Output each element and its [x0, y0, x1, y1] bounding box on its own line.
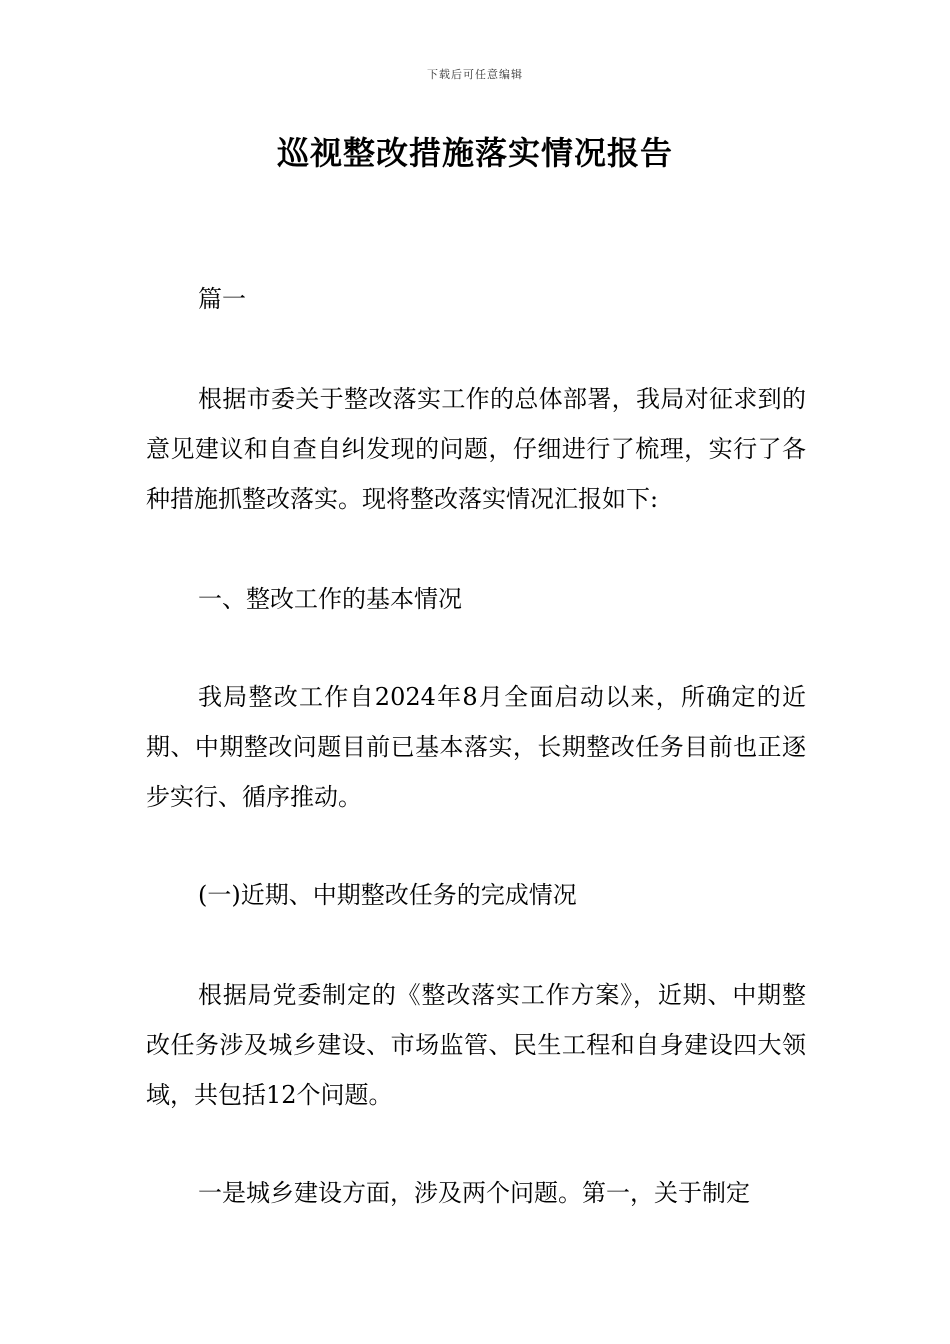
- document-title: 巡视整改措施落实情况报告: [276, 134, 673, 172]
- subheading-near-mid-term: (一)近期、中期整改任务的完成情况: [198, 881, 577, 909]
- heading-basic-situation: 一、整改工作的基本情况: [198, 585, 462, 613]
- paragraph-intro: 根据市委关于整改落实工作的总体部署，我局对征求到的意见建议和自查自纠发现的问题，仔细进行了梳理，实行了各种措施抓整改落实。现将整改落实情况汇报如下:: [146, 385, 806, 513]
- paragraph-progress: 我局整改工作自2024年8月全面启动以来，所确定的近期、中期整改问题目前已基本落实，长期整改任务目前也正逐步实行、循序推动。: [146, 683, 806, 811]
- section-label: 篇一: [198, 285, 246, 313]
- paragraph-urban-rural: 一是城乡建设方面，涉及两个问题。第一，关于制定: [198, 1179, 750, 1207]
- paragraph-plan: 根据局党委制定的《整改落实工作方案》，近期、中期整改任务涉及城乡建设、市场监管、民生工程和自身建设四大领域，共包括12个问题。: [146, 981, 806, 1109]
- header-note: 下载后可任意编辑: [427, 68, 523, 81]
